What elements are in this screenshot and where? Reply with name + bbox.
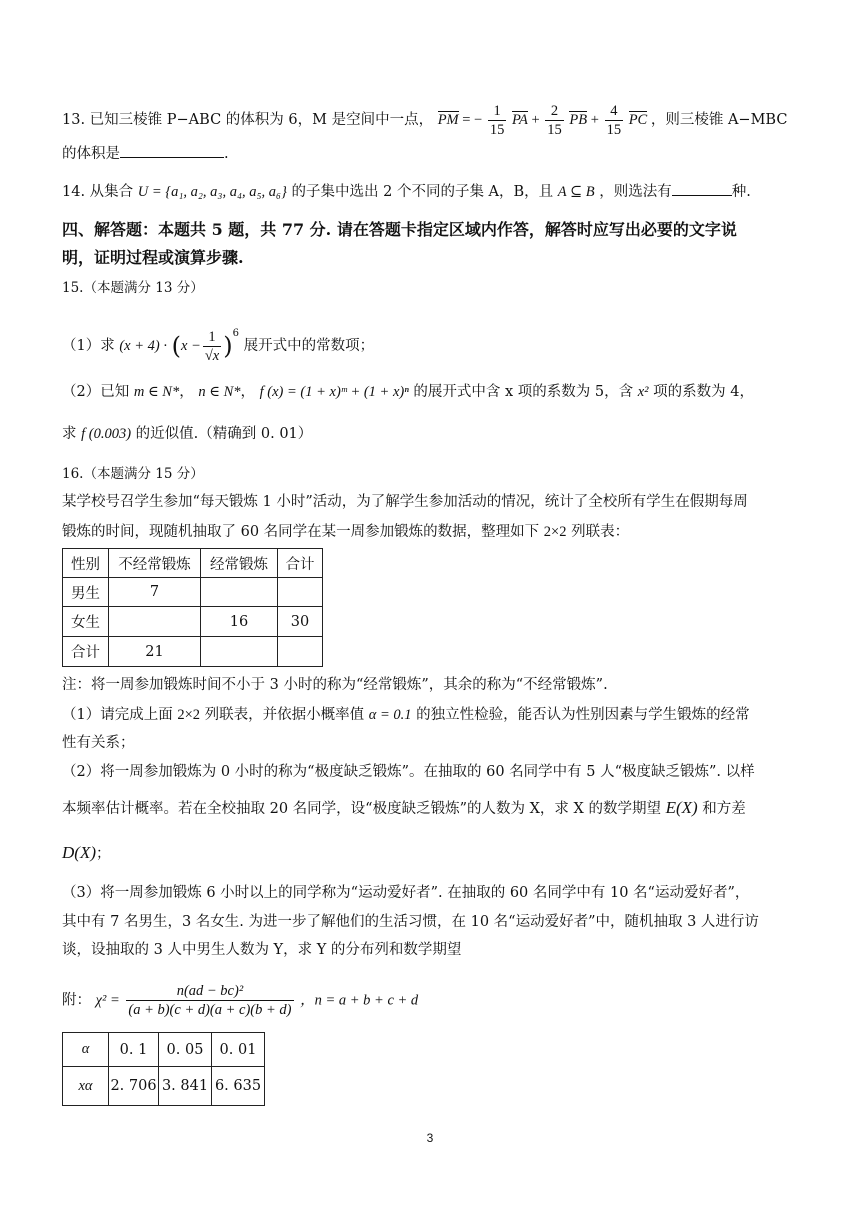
- q13-answer-blank[interactable]: [120, 143, 224, 158]
- q14-set-u: U = {a₁, a₂, a₃, a₄, a₅, a₆}: [137, 184, 287, 200]
- q15-p2-prefix: （2）已知: [62, 384, 130, 400]
- table-header-row: [63, 549, 323, 578]
- q15-p1-expr-b: x −: [180, 338, 201, 354]
- table-header-cell: 性别: [63, 549, 109, 578]
- table-row: [63, 1033, 265, 1067]
- table-cell: [109, 607, 201, 637]
- q13-vec-pa: PA: [511, 111, 528, 128]
- q13-text-a: 13. 已知三棱锥 P−ABC 的体积为 6，M 是空间中一点，: [62, 111, 434, 128]
- section4-title-line1: 四、解答题：本题共 5 题，共 77 分. 请在答题卡指定区域内作答，解答时应写出必要的文字说: [62, 220, 737, 239]
- q16-p1-alpha: α = 0.1: [368, 707, 412, 723]
- q16-note: 注：将一周参加锻炼时间不小于 3 小时的称为“经常锻炼”，其余的称为“不经常锻炼”.: [62, 677, 608, 693]
- q14-text-b: 的子集中选出 2 个不同的子集 A，B，且: [291, 184, 554, 200]
- chi-square-denominator: (a + b)(c + d)(a + c)(b + d): [128, 1002, 292, 1018]
- table-cell: [278, 637, 323, 667]
- q16-intro2-prefix: 锻炼的时间，现随机抽取了 60 名同学在某一周参加锻炼的数据，整理如下: [62, 524, 540, 540]
- q13-frac-3: [605, 102, 624, 139]
- q14-text-a: 14. 从集合: [62, 184, 134, 200]
- table-cell: 6. 635: [212, 1067, 265, 1106]
- q15-part1: [62, 324, 374, 365]
- contingency-table: [62, 548, 323, 667]
- table-cell: 3. 841: [159, 1067, 212, 1106]
- q16-p2-line2-prefix: 本频率估计概率。若在全校抽取 20 名同学，设“极度缺乏锻炼”的人数为 X，求 X 的数学期望: [62, 801, 661, 817]
- frac3-den: 15: [606, 122, 622, 138]
- table-cell: 男生: [63, 578, 109, 607]
- frac1-den: 15: [489, 122, 505, 138]
- q16-intro-line2: [62, 522, 629, 542]
- frac2-den: 15: [547, 122, 562, 138]
- table-cell: 女生: [63, 607, 109, 637]
- table-cell: xα: [63, 1067, 109, 1106]
- q13-vec-pc: PC: [628, 111, 648, 128]
- table-cell: 7: [109, 578, 201, 607]
- chi-square-numerator: n(ad − bc)²: [126, 982, 293, 1001]
- q15-p2-x2: x²: [637, 384, 649, 400]
- table-cell: 21: [109, 637, 201, 667]
- q15-p2-line2-suffix: 的近似值.（精确到 0. 01）: [135, 426, 313, 442]
- q15-paren-close: ): [223, 332, 233, 360]
- q15-frac-den: √x: [204, 347, 220, 364]
- table-header-cell: 合计: [278, 549, 323, 578]
- q15-paren-open: (: [171, 332, 181, 360]
- q15-p1-suffix: 展开式中的常数项；: [243, 338, 375, 354]
- q15-part2-line2: [62, 424, 312, 444]
- table-cell: 16: [201, 607, 278, 637]
- q16-p2-line3-suffix: ；: [95, 846, 111, 862]
- q16-part2-line1: （2）将一周参加锻炼为 0 小时的称为“极度缺乏锻炼”。在抽取的 60 名同学中有 5 人“极度缺乏锻炼”. 以样: [62, 764, 755, 780]
- chi-square-n: ，n = a + b + c + d: [300, 992, 419, 1009]
- q16-p1-suffix: 的独立性检验，能否认为性别因素与学生锻炼的经常: [416, 707, 750, 723]
- q16-p1-mid: 列联表，并依据小概率值: [204, 707, 365, 723]
- table-cell: α: [63, 1033, 109, 1067]
- q16-p2-ex: E(X): [665, 798, 698, 817]
- q15-p1-expr-a: (x + 4) ·: [119, 338, 167, 354]
- q15-header: 15.（本题满分 13 分）: [62, 280, 204, 296]
- q15-p2-end: 项的系数为 4，: [653, 384, 754, 400]
- q13-frac-2: [545, 102, 564, 139]
- q14-line: [62, 181, 751, 202]
- q16-part3-line2: 其中有 7 名男生，3 名女生. 为进一步了解他们的生活习惯，在 10 名“运动爱好者”中，随机抽取 3 人进行访: [62, 914, 759, 930]
- q13-vec-pm: PM: [437, 111, 459, 128]
- frac1-num: 1: [488, 102, 507, 121]
- table-row: [63, 607, 323, 637]
- q16-part2-line3: [62, 843, 110, 864]
- section4-title-line2: 明，证明过程或演算步骤.: [62, 248, 244, 267]
- table-cell: [201, 578, 278, 607]
- q13-text-end: .: [224, 146, 229, 162]
- q15-p1-exponent: 6: [232, 328, 239, 339]
- page-number: 3: [426, 1131, 434, 1145]
- q15-frac-num: 1: [203, 328, 221, 347]
- q13-text-b: ，则三棱锥 A−MBC: [650, 111, 788, 128]
- q14-text-c: ，则选法有: [599, 184, 672, 200]
- q16-part3-line3: 谈，设抽取的 3 人中男生人数为 Y，求 Y 的分布列和数学期望: [62, 942, 462, 958]
- frac2-num: 2: [545, 102, 564, 121]
- q15-p2-m: m ∈ N*: [133, 384, 180, 400]
- table-cell: [278, 578, 323, 607]
- q15-p2-line2-prefix: 求: [62, 426, 77, 442]
- table-cell: [201, 637, 278, 667]
- table-cell: 0. 1: [109, 1033, 159, 1067]
- q13-line2: [62, 143, 229, 164]
- appendix-label: 附：: [62, 992, 91, 1009]
- table-cell: 合计: [63, 637, 109, 667]
- table-cell: 0. 05: [159, 1033, 212, 1067]
- q16-p1-prefix: （1）请完成上面: [62, 707, 173, 723]
- chi-square-frac: [126, 982, 293, 1019]
- q13-frac-1: [488, 102, 507, 139]
- q14-answer-blank[interactable]: [672, 181, 732, 196]
- table-cell: 2. 706: [109, 1067, 159, 1106]
- q16-p1-table-size: 2×2: [177, 707, 201, 723]
- q16-part1-line1: [62, 705, 750, 725]
- appendix-formula: [62, 982, 418, 1019]
- q16-intro-line1: 某学校号召学生参加“每天锻炼 1 小时”活动，为了解学生参加活动的情况，统计了全校所有学生在假期每周: [62, 494, 748, 510]
- chi-square-lhs: χ² =: [95, 992, 120, 1009]
- q15-p2-mid: 的展开式中含 x 项的系数为 5，含: [413, 384, 634, 400]
- q13-vec-pb: PB: [569, 111, 588, 128]
- q16-part3-line1: （3）将一周参加锻炼 6 小时以上的同学称为“运动爱好者”. 在抽取的 60 名同学中有 10 名“运动爱好者”，: [62, 885, 750, 901]
- q16-intro2-table: 2×2: [543, 524, 567, 540]
- q15-p1-frac: [203, 328, 221, 365]
- q15-p2-fval: f (0.003): [81, 426, 132, 442]
- q14-text-end: 种.: [731, 184, 751, 200]
- critical-value-table: [62, 1032, 265, 1106]
- q15-p1-prefix: （1）求: [62, 338, 115, 354]
- q16-part2-line2: [62, 798, 746, 819]
- table-header-cell: 经常锻炼: [201, 549, 278, 578]
- table-cell: 0. 01: [212, 1033, 265, 1067]
- q15-p2-n: n ∈ N*: [198, 384, 241, 400]
- q15-p2-f: f (x) = (1 + x)ᵐ + (1 + x)ⁿ: [259, 384, 409, 400]
- q16-p2-dx: D(X): [62, 843, 96, 862]
- q16-p2-line2-suffix: 和方差: [702, 801, 746, 817]
- table-row: [63, 578, 323, 607]
- q15-part2-line1: （2）已知 m ∈ N*， n ∈ N*， f (x) = (1 + x)ᵐ + (1 + x)ⁿ 的展开式中含 x 项的系数为 5，含 x² 项的系数为 4，: [62, 384, 754, 400]
- q13-line1: [62, 102, 787, 139]
- q13-text-c: 的体积是: [62, 146, 120, 162]
- q14-relation: A ⊆ B: [557, 184, 595, 200]
- q16-intro2-suffix: 列联表：: [571, 524, 630, 540]
- table-row: [63, 637, 323, 667]
- q16-part1-line2: 性有关系；: [62, 735, 135, 751]
- frac3-num: 4: [605, 102, 624, 121]
- table-cell: 30: [278, 607, 323, 637]
- q16-header: 16.（本题满分 15 分）: [62, 466, 204, 482]
- table-row: [63, 1067, 265, 1106]
- q13-vector-eq: PM = − $\frac{1}{15}$ PA + $\frac{2}{15}$ PB + $\frac{4}{15}$ PC: [437, 103, 648, 138]
- table-header-cell: 不经常锻炼: [109, 549, 201, 578]
